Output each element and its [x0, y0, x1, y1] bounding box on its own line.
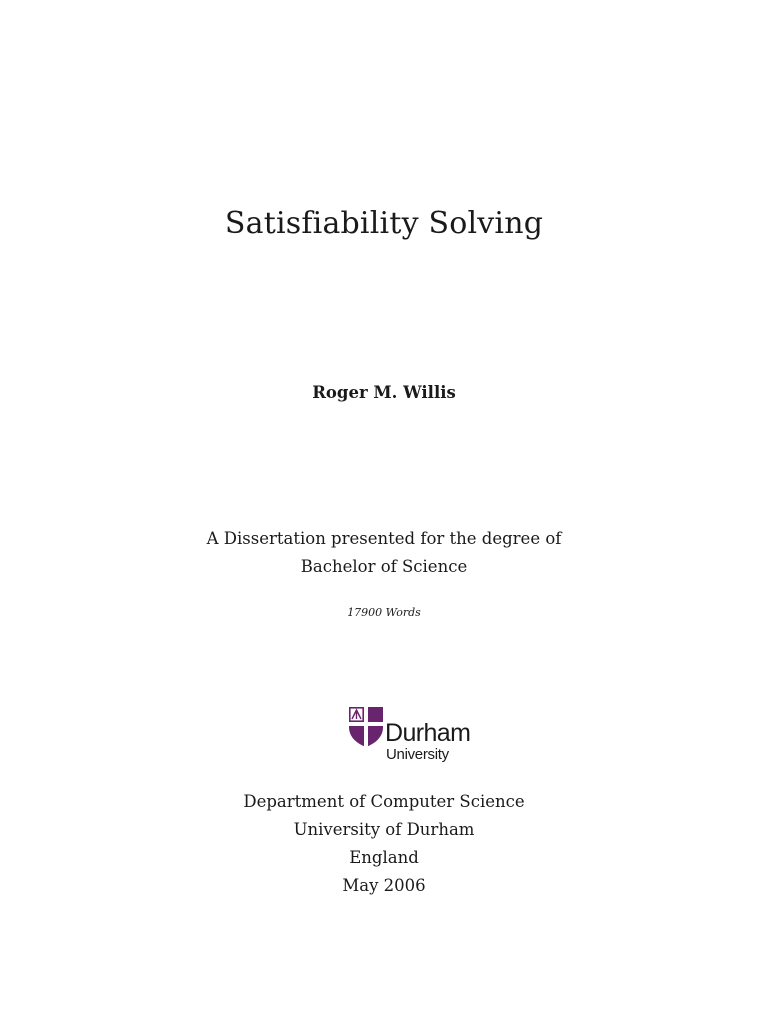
department: Department of Computer Science	[243, 792, 525, 811]
degree-name: Bachelor of Science	[300, 557, 468, 576]
logo-wordmark-durham: Durham	[385, 719, 471, 747]
logo-wordmark-university: University	[386, 746, 449, 763]
thesis-title: Satisfiability Solving	[224, 206, 544, 241]
durham-university-logo	[349, 707, 489, 767]
university-shield-icon	[349, 707, 383, 747]
author-name: Roger M. Willis	[312, 383, 456, 402]
word-count: 17900 Words	[347, 606, 421, 619]
degree-statement: A Dissertation presented for the degree of	[206, 529, 562, 548]
country: England	[349, 848, 419, 867]
submission-date: May 2006	[342, 876, 426, 895]
university-name: University of Durham	[293, 820, 475, 839]
